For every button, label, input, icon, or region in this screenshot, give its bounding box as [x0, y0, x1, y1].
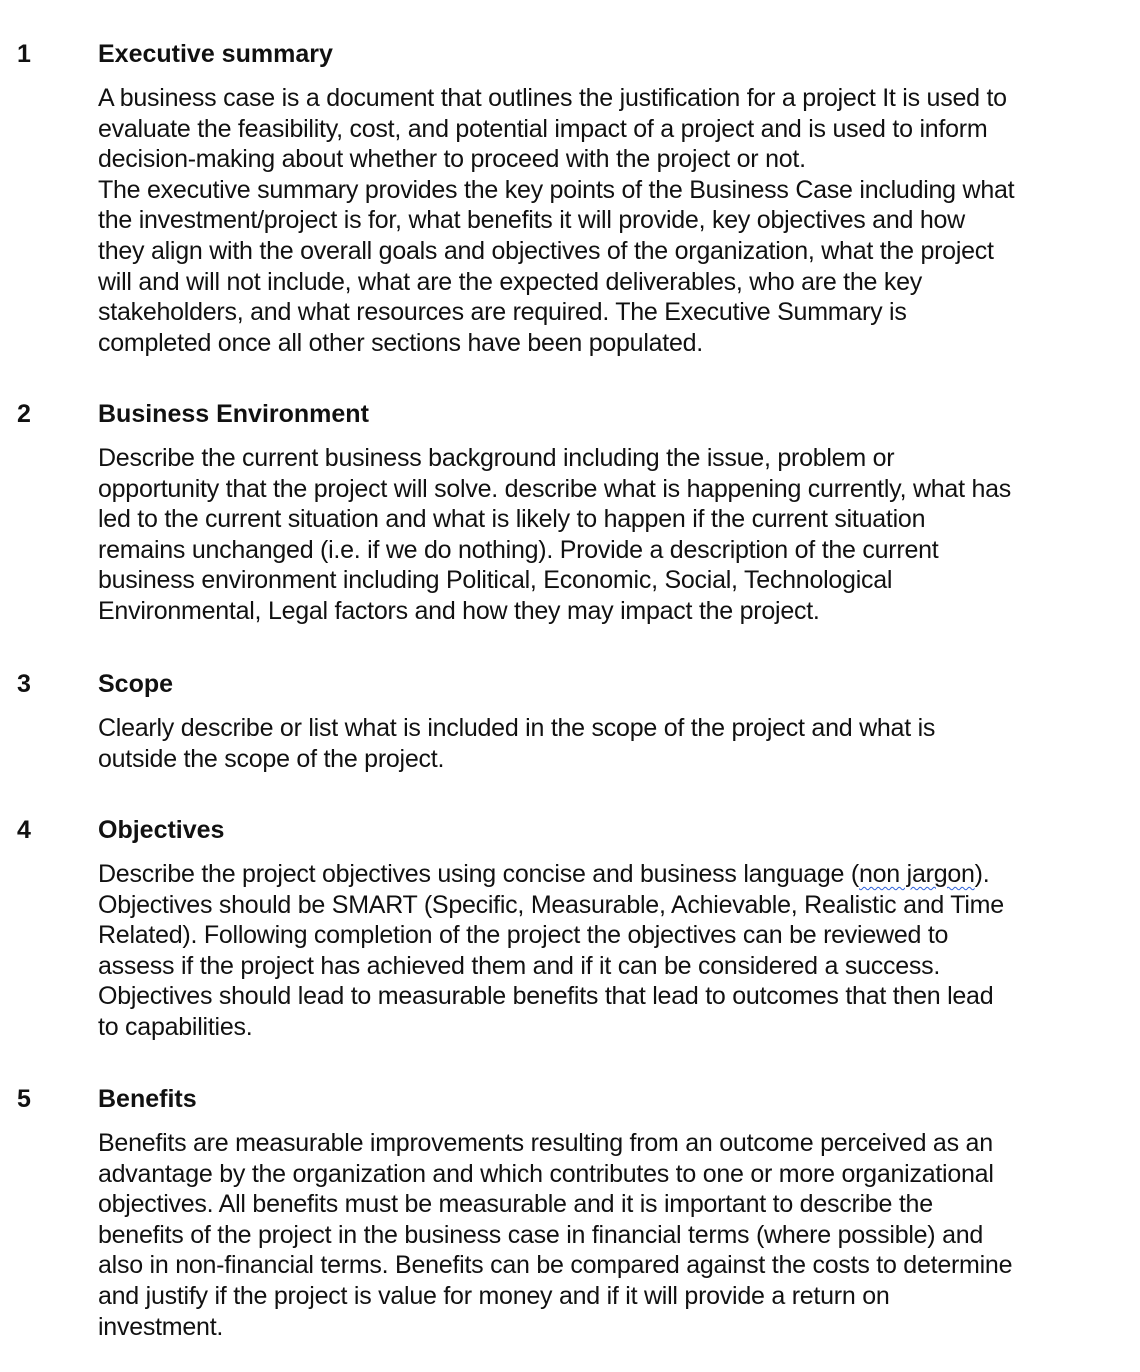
section-body	[98, 83, 1098, 358]
section-heading: Executive summary	[98, 40, 333, 68]
section-number: 4	[17, 816, 31, 844]
section-number: 2	[17, 400, 31, 428]
body-line-text: ).	[974, 860, 990, 888]
section-body	[98, 859, 1098, 1043]
body-line: Related). Following completion of the project the objectives can be reviewed to	[98, 921, 949, 950]
body-line: evaluate the feasibility, cost, and potential impact of a project and is used to inform	[98, 114, 988, 143]
section-heading: Scope	[98, 670, 174, 698]
body-line: advantage by the organization and which contributes to one or more organizational	[98, 1159, 994, 1188]
body-line: investment.	[98, 1312, 224, 1341]
body-line: Describe the current business background including the issue, problem or	[98, 444, 895, 472]
body-line: opportunity that the project will solve. describe what is happening currently, what has	[98, 474, 1012, 503]
body-line: benefits of the project in the business case in financial terms (where possible) and	[98, 1220, 984, 1249]
body-line: Objectives should be SMART (Specific, Measurable, Achievable, Realistic and Time	[98, 890, 1004, 919]
body-line: objectives. All benefits must be measurable and it is important to describe the	[98, 1190, 933, 1219]
body-line: to capabilities.	[98, 1012, 253, 1041]
body-line: Benefits are measurable improvements resulting from an outcome perceived as an	[98, 1129, 993, 1157]
body-line: A business case is a document that outlines the justification for a project It is used to	[98, 84, 1007, 112]
body-line: completed once all other sections have been populated.	[98, 328, 703, 357]
section-number: 1	[17, 40, 31, 68]
body-line: Clearly describe or list what is included in the scope of the project and what is	[98, 714, 936, 742]
body-line: assess if the project has achieved them and if it can be considered a success.	[98, 951, 941, 980]
body-line: they align with the overall goals and objectives of the organization, what the project	[98, 236, 994, 265]
body-line: will and will not include, what are the expected deliverables, who are the key	[98, 267, 923, 296]
body-line: Environmental, Legal factors and how they may impact the project.	[98, 596, 820, 625]
body-line: outside the scope of the project.	[98, 744, 445, 773]
section-heading: Objectives	[98, 816, 225, 844]
section-heading: Business Environment	[98, 400, 369, 428]
body-line: also in non-financial terms. Benefits can be compared against the costs to determine	[98, 1251, 1013, 1280]
body-line: stakeholders, and what resources are required. The Executive Summary is	[98, 298, 907, 327]
body-line-text: Describe the project objectives using concise and business language (	[98, 860, 859, 888]
body-line: Objectives should lead to measurable benefits that lead to outcomes that then lead	[98, 982, 994, 1011]
body-line: business environment including Political, Economic, Social, Technological	[98, 566, 893, 595]
body-line: decision-making about whether to proceed with the project or not.	[98, 145, 806, 174]
section-number: 3	[17, 670, 31, 698]
body-line: the investment/project is for, what benefits it will provide, key objectives and how	[98, 206, 965, 235]
body-line	[98, 859, 1098, 890]
body-line: and justify if the project is value for money and if it will provide a return on	[98, 1281, 890, 1310]
spellcheck-flagged-word[interactable]: non jargon	[859, 860, 975, 888]
body-line: led to the current situation and what is likely to happen if the current situation	[98, 505, 926, 534]
section-number: 5	[17, 1085, 31, 1113]
section-heading: Benefits	[98, 1085, 197, 1113]
body-line: The executive summary provides the key points of the Business Case including what	[98, 175, 1015, 204]
section-body	[98, 713, 1098, 774]
body-line: remains unchanged (i.e. if we do nothing). Provide a description of the current	[98, 535, 939, 564]
section-body	[98, 443, 1098, 627]
section-body	[98, 1128, 1098, 1342]
